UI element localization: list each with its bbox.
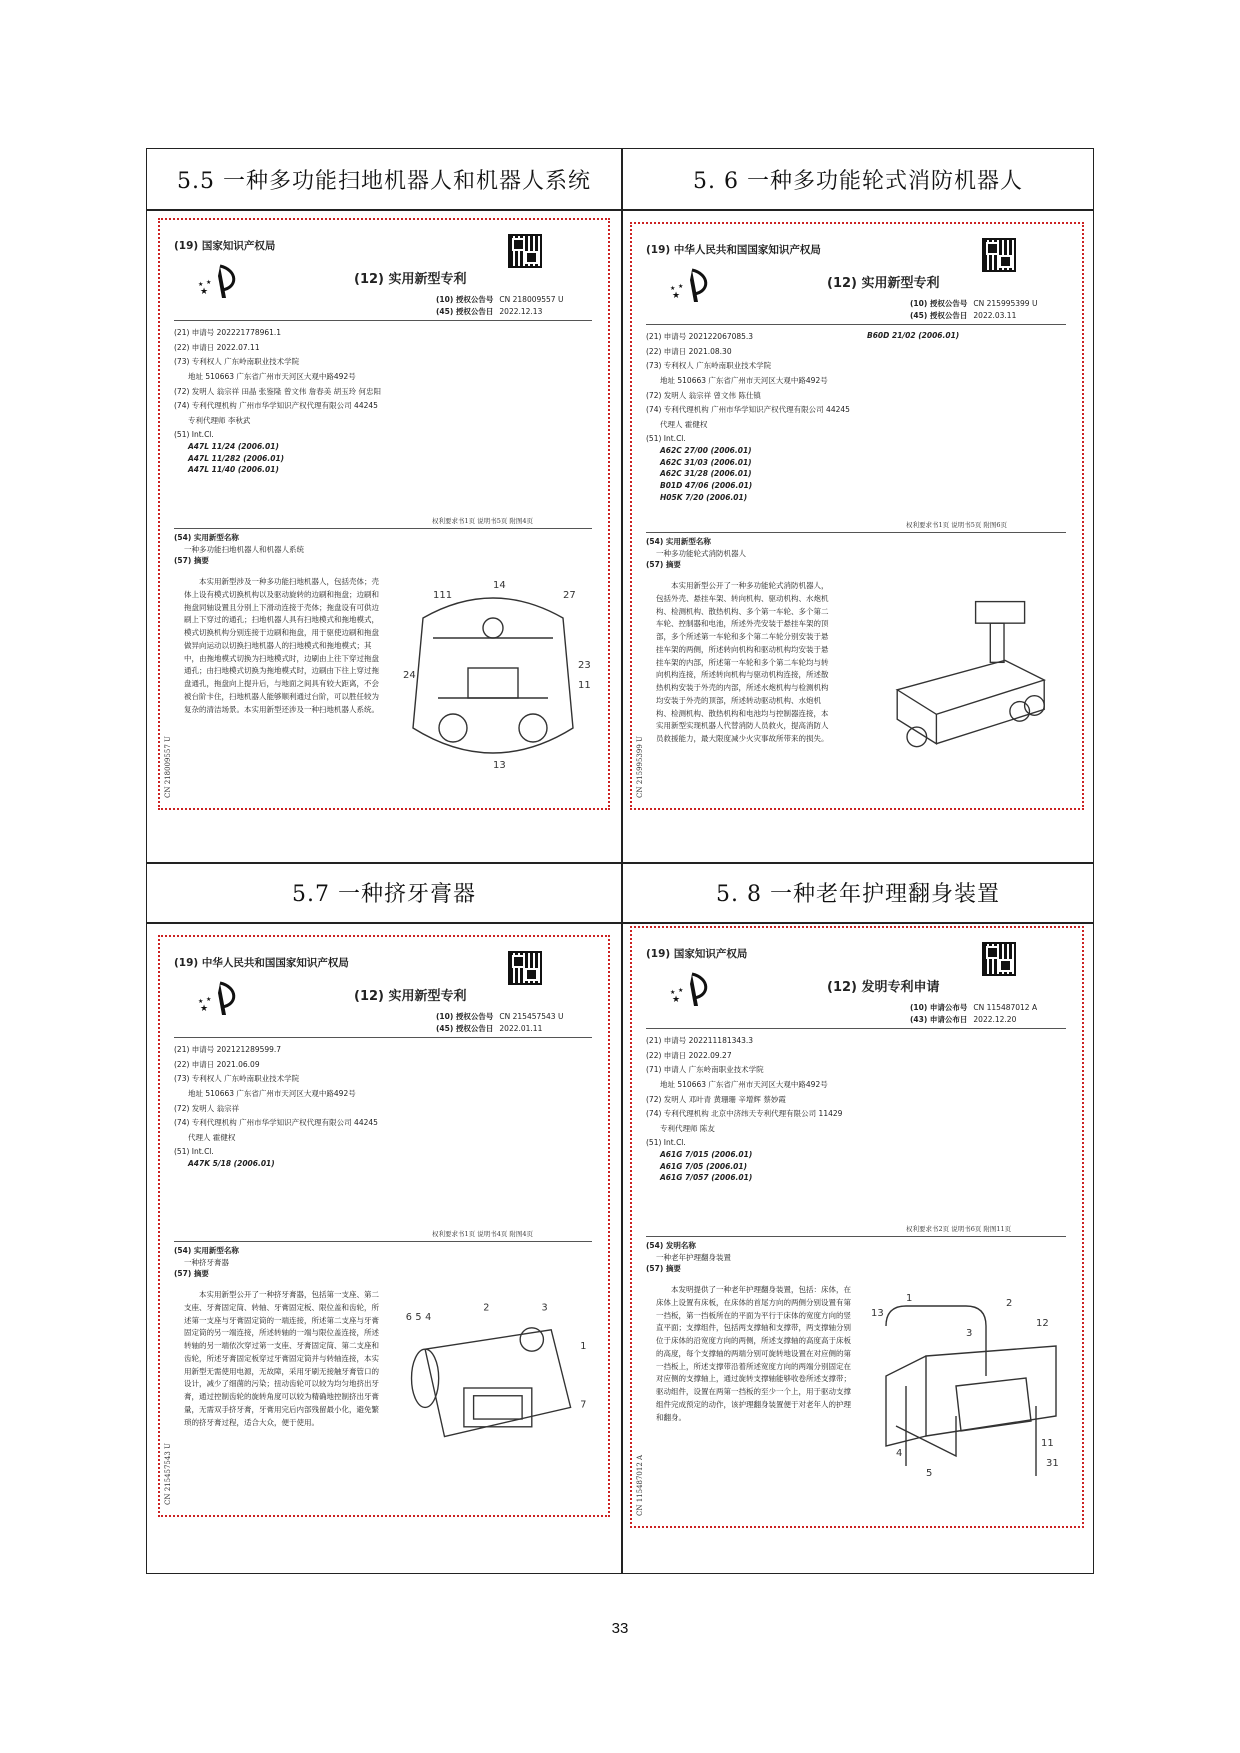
svg-text:★: ★	[678, 987, 684, 994]
publication-number: CN 218009557 U	[499, 295, 564, 304]
figure-label: 13	[871, 1308, 884, 1319]
abstract-label: (57) 摘要	[646, 1264, 681, 1274]
ipc-code: A62C 31/03 (2006.01)	[660, 457, 752, 467]
figure-label: 27	[563, 590, 576, 601]
svg-text:★: ★	[672, 291, 681, 301]
ipc-code: A47L 11/282 (2006.01)	[188, 453, 285, 463]
field-app-no: (21) 申请号 202221778961.1	[174, 328, 282, 337]
side-document-code: CN 218009557 U	[164, 736, 172, 798]
invention-name: 一种老年护理翻身装置	[656, 1252, 731, 1262]
figure-label: 2	[483, 1302, 490, 1314]
figure-label: 11	[578, 680, 591, 691]
authority-text: (19) 国家知识产权局	[174, 240, 276, 252]
invention-name-block	[646, 536, 746, 571]
field-app-no: (21) 申请号 202121289599.7	[174, 1045, 282, 1054]
figure-label: 12	[1036, 1318, 1049, 1329]
section-rule	[174, 1241, 592, 1242]
invention-name-label: (54) 实用新型名称	[646, 537, 711, 546]
patent-document-card	[158, 218, 610, 810]
cnipa-logo-icon	[670, 972, 710, 1008]
bibliographic-fields	[174, 324, 408, 476]
field-app-no: (21) 申请号 202122067085.3	[646, 332, 754, 341]
patent-document-card	[158, 935, 610, 1517]
field-agent: 专利代理师 陈友	[660, 1123, 715, 1133]
field-app-date: (22) 申请日 2021.08.30	[646, 346, 732, 356]
section-rule	[646, 1236, 1066, 1237]
publication-number-label: (10) 授权公告号	[436, 295, 494, 304]
page-count: 权利要求书2页 说明书6页 附图11页	[906, 1225, 1012, 1233]
svg-text:★: ★	[206, 279, 212, 286]
ipc-code: A47K 5/18 (2006.01)	[188, 1159, 275, 1168]
patent-document-card	[630, 222, 1084, 810]
abstract-text: 本实用新型公开了一种挤牙膏器，包括第一支座、第二支座、牙膏固定筒、转轴、牙膏固定板、限位盖和齿轮，所述第一支座与牙膏固定筒的一端连接，所述第二支座与牙膏固定筒的另一端连接，所述转轴的一端与限位盖连接，所述转轴的另一端依次穿过第一支座、牙膏固定筒、第二支座和齿轮，所述牙膏固定板穿过牙膏固定筒并与转轴连接，本实用新型无需使用电源，无故障，采用牙刷无接触牙膏管口的设计，减少了细菌的污染；扭动齿轮可以较为均匀地挤出牙膏，通过控制齿轮的旋转角度可以较为精确地控制挤出牙膏量，无需双手挤牙膏，牙膏用完后内部残留最小化，避免繁琐的挤牙膏过程，适合大众，便于使用。	[184, 1290, 379, 1427]
field-inventors: (72) 发明人 翁宗祥 曾文伟 陈仕镇	[646, 390, 761, 400]
bibliographic-fields	[646, 328, 881, 503]
figure-label: 13	[493, 760, 506, 771]
figure-label: 1	[906, 1293, 913, 1304]
field-app-date: (22) 申请日 2021.06.09	[174, 1059, 260, 1069]
svg-text:★: ★	[200, 287, 209, 297]
field-inventors: (72) 发明人 翁宗祥 田晶 张鉴隆 曾文伟 詹春美 胡玉玲 何忠阳	[174, 386, 381, 396]
abstract-label: (57) 摘要	[174, 1269, 209, 1279]
patent-document-card	[630, 926, 1084, 1528]
publication-date: 2022.01.11	[499, 1024, 543, 1033]
svg-text:★: ★	[206, 996, 212, 1003]
invention-name-block	[174, 1245, 239, 1280]
ipc-code: H05K 7/20 (2006.01)	[660, 492, 748, 502]
cell-title: 5.7 一种挤牙膏器	[292, 881, 476, 907]
publication-date-label: (43) 申请公布日	[910, 1015, 968, 1024]
figure-label: 3	[966, 1328, 973, 1339]
authority-text: (19) 国家知识产权局	[646, 948, 748, 960]
bibliographic-fields	[646, 1032, 881, 1184]
column-divider	[621, 149, 623, 1573]
ipc-code: A61G 7/057 (2006.01)	[660, 1173, 753, 1183]
cell-title: 5. 6 一种多功能轮式消防机器人	[693, 168, 1023, 194]
section-rule	[646, 532, 1066, 533]
side-document-code: CN 115487012 A	[636, 1454, 644, 1516]
publication-date-label: (45) 授权公告日	[436, 1024, 494, 1033]
patent-figure	[392, 1291, 594, 1485]
ipc-code: A62C 27/00 (2006.01)	[660, 446, 752, 455]
patent-figure	[844, 582, 1068, 778]
document-type: (12) 实用新型专利	[354, 272, 467, 287]
cnipa-logo-icon	[670, 268, 710, 304]
qr-code-icon	[508, 234, 542, 268]
field-patentee: (73) 专利权人 广东岭南职业技术学院	[174, 1074, 300, 1084]
field-agent: 专利代理师 李秋武	[188, 415, 251, 425]
field-intcl: (51) Int.Cl.	[646, 1138, 686, 1148]
publication-number-row	[436, 294, 563, 306]
row-divider	[147, 922, 1093, 924]
abstract-label: (57) 摘要	[174, 556, 209, 566]
invention-name: 一种多功能轮式消防机器人	[656, 548, 746, 558]
document-type: (12) 实用新型专利	[354, 989, 467, 1004]
field-address: 地址 510663 广东省广州市天河区大观中路492号	[660, 1079, 828, 1089]
figure-label: 5	[415, 1312, 422, 1324]
figure-label: 3	[541, 1302, 548, 1314]
publication-date-row	[910, 310, 1016, 322]
figure-label: 4	[896, 1448, 903, 1459]
ipc-code: A47L 11/40 (2006.01)	[188, 465, 279, 475]
invention-name-block	[646, 1240, 731, 1275]
document-type: (12) 实用新型专利	[827, 276, 940, 291]
publication-number-label: (10) 授权公告号	[436, 1012, 494, 1021]
header-rule	[646, 1028, 1066, 1029]
field-agent: 代理人 霍健权	[188, 1132, 236, 1142]
row-divider	[147, 209, 1093, 211]
qr-code-icon	[508, 951, 542, 985]
publication-date-label: (45) 授权公告日	[910, 311, 968, 320]
field-patentee: (73) 专利权人 广东岭南职业技术学院	[174, 357, 300, 367]
qr-code-icon	[982, 238, 1016, 272]
field-patentee: (71) 申请人 广东岭南职业技术学院	[646, 1065, 764, 1075]
field-intcl: (51) Int.Cl.	[174, 1147, 214, 1157]
field-app-no: (21) 申请号 202211181343.3	[646, 1036, 754, 1045]
field-inventors: (72) 发明人 邓叶青 黄珊珊 辛增辉 蔡妙霞	[646, 1094, 786, 1104]
page-count: 权利要求书1页 说明书4页 附图4页	[432, 1230, 534, 1238]
publication-date-row	[910, 1014, 1016, 1026]
publication-number: CN 215995399 U	[973, 299, 1038, 308]
side-document-code: CN 215995399 U	[636, 736, 644, 798]
field-agency: (74) 专利代理机构 广州市华学知识产权代理有限公司 44245	[174, 1118, 378, 1128]
cell-title: 5.5 一种多功能扫地机器人和机器人系统	[177, 168, 591, 194]
cnipa-logo-icon	[198, 981, 238, 1017]
figure-label: 31	[1046, 1458, 1059, 1469]
svg-text:★: ★	[198, 281, 204, 288]
invention-name-label: (54) 实用新型名称	[174, 533, 239, 542]
abstract-text: 本发明提供了一种老年护理翻身装置，包括：床体，在床体上设置有床板，在床体的首尾方向的两侧分别设置有第一挡板，第一挡板所在的平面为平行于床体的宽度方向的竖直平面；支撑组件，包括两支撑轴和支撑带，两支撑轴分别位于床体的沿宽度方向的两侧，所述支撑轴的高度高于床板的高度，每个支撑轴的两端分别可旋转地设置在对应侧的第一挡板上，所述支撑带沿着所述宽度方向的两端分别固定在对应侧的支撑轴上，通过旋转支撑轴能够收卷所述支撑带；驱动组件，设置在两第一挡板的至少一个上，用于驱动支撑组件完成预定的动作，该护理翻身装置便于对老年人的护理和翻身。	[656, 1285, 851, 1422]
authority-text: (19) 中华人民共和国国家知识产权局	[174, 957, 349, 969]
cnipa-logo-icon	[198, 264, 238, 300]
field-intcl: (51) Int.Cl.	[646, 434, 686, 444]
publication-number-row	[910, 1002, 1037, 1014]
publication-date: 2022.12.20	[973, 1015, 1017, 1024]
figure-label: 111	[433, 590, 453, 601]
figure-label: 24	[403, 670, 416, 681]
qr-code-icon	[982, 942, 1016, 976]
ipc-code: A61G 7/015 (2006.01)	[660, 1150, 753, 1159]
header-rule	[174, 1037, 592, 1038]
figure-label: 14	[493, 580, 506, 591]
field-app-date: (22) 申请日 2022.09.27	[646, 1050, 732, 1060]
invention-name-label: (54) 发明名称	[646, 1241, 696, 1250]
ipc-code-right: B60D 21/02 (2006.01)	[867, 331, 960, 340]
field-agency: (74) 专利代理机构 广州市华学知识产权代理有限公司 44245	[646, 405, 850, 415]
field-address: 地址 510663 广东省广州市天河区大观中路492号	[188, 1088, 356, 1098]
abstract-label: (57) 摘要	[646, 560, 681, 570]
field-app-date: (22) 申请日 2022.07.11	[174, 342, 260, 352]
publication-number: CN 215457543 U	[499, 1012, 564, 1021]
header-rule	[174, 320, 592, 321]
ipc-code: B01D 47/06 (2006.01)	[660, 480, 753, 490]
section-rule	[174, 528, 592, 529]
invention-name-block	[174, 532, 304, 567]
page-count: 权利要求书1页 说明书5页 附图6页	[906, 521, 1008, 529]
publication-date: 2022.12.13	[499, 307, 543, 316]
svg-text:★: ★	[200, 1004, 209, 1014]
authority-text: (19) 中华人民共和国国家知识产权局	[646, 244, 821, 256]
field-inventors: (72) 发明人 翁宗祥	[174, 1103, 240, 1113]
abstract-text: 本实用新型公开了一种多功能轮式消防机器人，包括外壳、悬挂车架、转向机构、驱动机构、水炮机构、检测机构、散热机构、多个第一车轮、多个第二车轮、控制器和电池，所述外壳安装于悬挂车架的顶部，多个所述第一车轮和多个第二车轮分别安装于悬挂车架的两侧，所述转向机构和驱动机构均安装于悬挂车架的内部，所述第一车轮和多个第二车轮均与转向机构连接，所述转向机构与驱动机构连接，所述散热机构安装于外壳的内部，所述水炮机构与检测机构均安装于外壳的顶部，所述转动驱动机构、水炮机构、检测机构、散热机构和电池均与控制器连接，本实用新型实现机器人代替消防人员救火，提高消防人员救援能力，最大限度减少火灾事故所带来的损失。	[656, 581, 829, 743]
cell-title: 5. 8 一种老年护理翻身装置	[716, 881, 1000, 907]
patent-figure	[864, 1286, 1068, 1486]
publication-number-label: (10) 申请公布号	[910, 1003, 968, 1012]
figure-label: 2	[1006, 1298, 1013, 1309]
publication-number-row	[910, 298, 1037, 310]
field-intcl: (51) Int.Cl.	[174, 430, 214, 440]
field-address: 地址 510663 广东省广州市天河区大观中路492号	[188, 371, 356, 381]
publication-date-row	[436, 306, 542, 318]
publication-date: 2022.03.11	[973, 311, 1017, 320]
figure-label: 7	[580, 1399, 587, 1411]
bibliographic-fields	[174, 1041, 408, 1170]
publication-date-label: (45) 授权公告日	[436, 307, 494, 316]
invention-name: 一种多功能扫地机器人和机器人系统	[184, 544, 304, 554]
figure-label: 11	[1041, 1438, 1054, 1449]
svg-text:★: ★	[198, 998, 204, 1005]
ipc-code: A61G 7/05 (2006.01)	[660, 1161, 748, 1171]
side-document-code: CN 215457543 U	[164, 1443, 172, 1505]
figure-label: 1	[580, 1341, 587, 1353]
publication-date-row	[436, 1023, 542, 1035]
field-patentee: (73) 专利权人 广东岭南职业技术学院	[646, 361, 772, 371]
figure-label: 6	[405, 1312, 412, 1324]
abstract-text: 本实用新型涉及一种多功能扫地机器人，包括壳体；壳体上设有模式切换机构以及驱动旋转的边刷和拖盘；边刷和拖盘同轴设置且分别上下滑动连接于壳体；拖盘设有可供边刷上下穿过的通孔；扫地机器人具有扫地模式和拖地模式，模式切换机构分别连接于边刷和拖盘，用于驱使边刷和拖盘做异向运动以切换扫地机器人的扫地模式和拖地模式；其中，由拖地模式切换为扫地模式时，边刷由上往下穿过拖盘通孔；由扫地模式切换为拖地模式时，边刷由下往上穿过拖盘通孔，拖盘向上提升后，与地面之间具有较大距离，不会被台阶卡住，扫地机器人能够顺利通过台阶，可以胜任较为复杂的清洁场景。本实用新型还涉及一种扫地机器人系统。	[184, 577, 379, 714]
header-rule	[646, 324, 1066, 325]
publication-number-row	[436, 1011, 563, 1023]
publication-number: CN 115487012 A	[973, 1003, 1038, 1012]
patent-figure	[392, 578, 594, 778]
svg-text:★: ★	[678, 283, 684, 290]
publication-number-label: (10) 授权公告号	[910, 299, 968, 308]
field-agency: (74) 专利代理机构 北京中济纬天专利代理有限公司 11429	[646, 1109, 843, 1119]
svg-text:★: ★	[672, 995, 681, 1005]
field-address: 地址 510663 广东省广州市天河区大观中路492号	[660, 375, 828, 385]
document-type: (12) 发明专利申请	[827, 980, 940, 995]
page-number: 33	[611, 1620, 629, 1637]
figure-label: 4	[425, 1312, 432, 1324]
field-agency: (74) 专利代理机构 广州市华学知识产权代理有限公司 44245	[174, 401, 378, 411]
figure-label: 23	[578, 660, 591, 671]
field-agent: 代理人 霍健权	[660, 419, 708, 429]
invention-name: 一种挤牙膏器	[184, 1257, 229, 1267]
svg-text:★: ★	[670, 285, 676, 292]
ipc-code: A62C 31/28 (2006.01)	[660, 469, 752, 479]
ipc-code: A47L 11/24 (2006.01)	[188, 442, 279, 451]
page-count: 权利要求书1页 说明书5页 附图4页	[432, 517, 534, 525]
invention-name-label: (54) 实用新型名称	[174, 1246, 239, 1255]
figure-label: 5	[926, 1468, 933, 1479]
svg-text:★: ★	[670, 989, 676, 996]
